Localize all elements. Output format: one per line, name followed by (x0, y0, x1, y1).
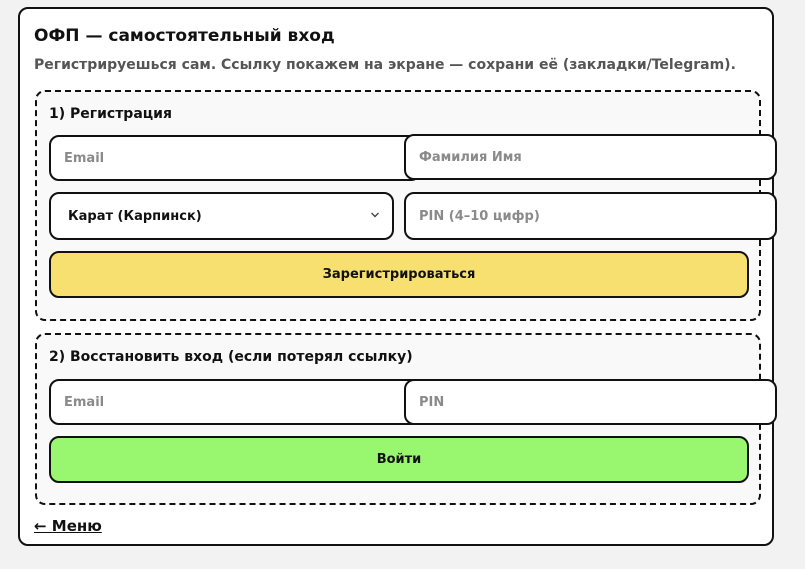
club-select-value: Карат (Карпинск) (68, 209, 202, 224)
club-select[interactable] (49, 192, 394, 240)
page-title: ОФП — самостоятельный вход (34, 26, 335, 46)
registration-section (35, 90, 761, 321)
register-email-input[interactable] (49, 135, 421, 181)
restore-title: 2) Восстановить вход (если потерял ссылку) (49, 349, 413, 365)
login-button[interactable]: Войти (49, 436, 749, 483)
back-to-menu-link[interactable]: ← Меню (34, 517, 102, 535)
register-name-input[interactable] (404, 134, 777, 180)
restore-pin-input[interactable] (404, 379, 777, 425)
chevron-down-icon (370, 210, 380, 220)
login-card (18, 7, 774, 546)
register-pin-input[interactable] (404, 192, 777, 240)
restore-section (35, 333, 761, 505)
restore-email-input[interactable] (49, 379, 421, 425)
page-subtitle: Регистрируешься сам. Ссылку покажем на экране — сохрани её (закладки/Telegram). (34, 57, 736, 73)
register-button[interactable]: Зарегистрироваться (49, 251, 749, 298)
registration-title: 1) Регистрация (49, 106, 172, 122)
